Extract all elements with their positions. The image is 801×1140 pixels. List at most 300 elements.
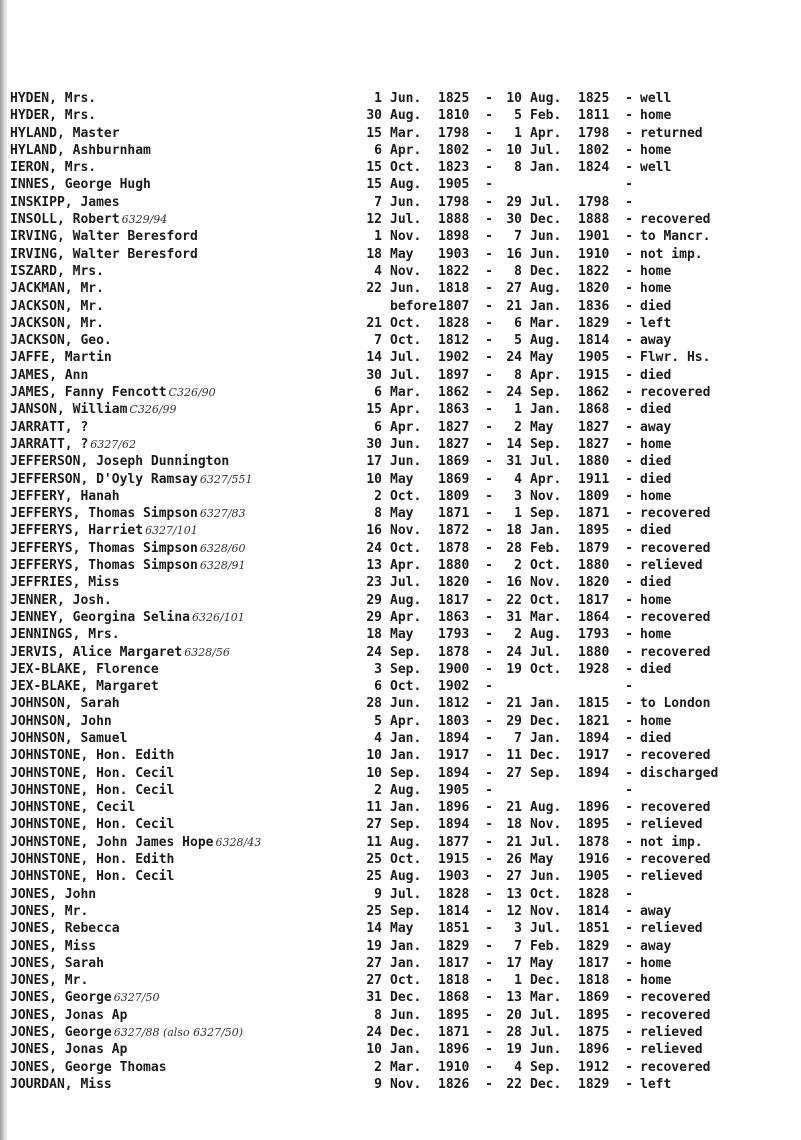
admission-month: Jun. [390, 91, 422, 106]
range-dash: - [485, 558, 493, 574]
patient-name [10, 609, 360, 626]
admission-day: 18 [366, 627, 382, 643]
admission-day: 28 [366, 696, 382, 712]
discharge-day: 19 [506, 661, 522, 677]
register-row [10, 765, 795, 782]
admission-month: Jan. [390, 955, 422, 971]
admission-year: 1871 [438, 506, 470, 522]
discharge-year: 1824 [578, 160, 610, 176]
discharge-day: 1 [514, 125, 522, 141]
discharge-year: 1825 [578, 91, 610, 106]
outcome-dash: - [625, 471, 633, 487]
discharge-day: 22 [506, 1076, 522, 1092]
patient-name [10, 280, 360, 297]
range-dash: - [485, 661, 493, 677]
patient-name [10, 678, 360, 695]
register-row [10, 799, 795, 816]
register-row [10, 886, 795, 903]
outcome: home [640, 713, 672, 729]
discharge-day: 22 [506, 592, 522, 608]
range-dash: - [485, 177, 493, 193]
discharge-month: Aug. [530, 627, 562, 643]
discharge-month: May [530, 852, 554, 868]
discharge-day: 29 [506, 713, 522, 729]
discharge-month: Dec. [530, 1076, 562, 1092]
register-row [10, 159, 795, 176]
range-dash: - [485, 696, 493, 712]
outcome-dash: - [625, 350, 633, 366]
outcome-dash: - [625, 696, 633, 712]
range-dash: - [485, 419, 493, 435]
discharge-month: Dec. [530, 263, 562, 279]
outcome-dash: - [625, 1025, 633, 1041]
patient-name-text: HYDEN, Mrs. [10, 91, 97, 106]
admission-year: 1829 [438, 938, 470, 954]
outcome: to Mancr. [640, 229, 711, 245]
admission-year: 1868 [438, 990, 470, 1006]
outcome: relieved [640, 1025, 703, 1041]
admission-day: 10 [366, 748, 382, 764]
register-row [10, 453, 795, 470]
outcome: died [640, 730, 672, 746]
discharge-month: Jan. [530, 298, 562, 314]
outcome-dash: - [625, 385, 633, 401]
register-row [10, 1076, 795, 1093]
handwritten-reference-note: 6327/88 (also 6327/50) [113, 1026, 244, 1040]
admission-month: Nov. [390, 1076, 422, 1092]
register-row [10, 367, 795, 384]
register-row [10, 540, 795, 557]
register-row [10, 401, 795, 418]
admission-month: Sep. [390, 765, 422, 781]
discharge-month: Nov. [530, 817, 562, 833]
outcome-dash: - [625, 973, 633, 989]
range-dash: - [485, 402, 493, 418]
admission-day: 23 [366, 575, 382, 591]
discharge-year: 1868 [578, 402, 610, 418]
discharge-year: 1851 [578, 921, 610, 937]
admission-day: 10 [366, 765, 382, 781]
range-dash: - [485, 1042, 493, 1058]
range-dash: - [485, 454, 493, 470]
outcome-dash: - [625, 800, 633, 816]
discharge-day: 8 [514, 367, 522, 383]
admission-month: Apr. [390, 609, 422, 625]
outcome: died [640, 661, 672, 677]
outcome-dash: - [625, 679, 633, 695]
register-row [10, 626, 795, 643]
discharge-day: 21 [506, 834, 522, 850]
discharge-day: 1 [514, 402, 522, 418]
register-row [10, 211, 795, 228]
patient-name [10, 367, 360, 384]
discharge-day: 10 [506, 91, 522, 106]
register-row [10, 315, 795, 332]
admission-month: Oct. [390, 333, 422, 349]
patient-name [10, 125, 360, 142]
discharge-month: Feb. [530, 938, 562, 954]
outcome-dash: - [625, 609, 633, 625]
admission-month: Aug. [390, 592, 422, 608]
discharge-day: 28 [506, 540, 522, 556]
admission-year: 1896 [438, 1042, 470, 1058]
outcome: recovered [640, 644, 711, 660]
admission-month: Oct. [390, 679, 422, 695]
discharge-month: Oct. [530, 558, 562, 574]
discharge-month: Dec. [530, 748, 562, 764]
admission-day: 15 [366, 177, 382, 193]
outcome: recovered [640, 852, 711, 868]
handwritten-reference-note: 6327/101 [145, 524, 198, 538]
patient-name-text: JEFFERYS, Thomas Simpson [10, 558, 198, 574]
admission-day: 19 [366, 938, 382, 954]
outcome-dash: - [625, 1007, 633, 1023]
discharge-year: 1798 [578, 194, 610, 210]
admission-month: Jun. [390, 281, 422, 297]
admission-month: Mar. [390, 385, 422, 401]
admission-year: 1820 [438, 575, 470, 591]
admission-year: 1878 [438, 644, 470, 660]
register-row [10, 920, 795, 937]
patient-name [10, 989, 360, 1006]
discharge-year: 1896 [578, 1042, 610, 1058]
discharge-year: 1869 [578, 990, 610, 1006]
range-dash: - [485, 869, 493, 885]
outcome-dash: - [625, 91, 633, 106]
discharge-day: 21 [506, 696, 522, 712]
patient-name-text: JAFFE, Martin [10, 350, 112, 366]
outcome-dash: - [625, 886, 633, 902]
discharge-month: Nov. [530, 488, 562, 504]
discharge-day: 7 [514, 938, 522, 954]
discharge-year: 1917 [578, 748, 610, 764]
register-row [10, 938, 795, 955]
outcome-dash: - [625, 315, 633, 331]
admission-year: 1905 [438, 177, 470, 193]
patient-name-text: INSKIPP, James [10, 194, 120, 210]
discharge-day: 17 [506, 955, 522, 971]
discharge-day: 21 [506, 298, 522, 314]
register-row [10, 142, 795, 159]
discharge-year: 1811 [578, 108, 610, 124]
range-dash: - [485, 436, 493, 452]
discharge-year: 1815 [578, 696, 610, 712]
register-row [10, 592, 795, 609]
discharge-month: Jul. [530, 644, 562, 660]
register-row [10, 972, 795, 989]
outcome: Flwr. Hs. [640, 350, 711, 366]
outcome-dash: - [625, 488, 633, 504]
admission-month: Aug. [390, 177, 422, 193]
patient-name [10, 834, 360, 851]
discharge-month: Jun. [530, 869, 562, 885]
discharge-month: Jan. [530, 730, 562, 746]
outcome: recovered [640, 800, 711, 816]
patient-name-text: JAMES, Fanny Fencott [10, 385, 167, 401]
outcome-dash: - [625, 558, 633, 574]
outcome-dash: - [625, 246, 633, 262]
discharge-year: 1871 [578, 506, 610, 522]
discharge-day: 24 [506, 644, 522, 660]
discharge-year: 1798 [578, 125, 610, 141]
discharge-year: 1829 [578, 1076, 610, 1092]
admission-year: 1917 [438, 748, 470, 764]
patient-name [10, 886, 360, 903]
admission-day: 6 [374, 142, 382, 158]
admission-day: 5 [374, 713, 382, 729]
outcome-dash: - [625, 955, 633, 971]
outcome: recovered [640, 990, 711, 1006]
outcome: home [640, 973, 672, 989]
outcome: home [640, 108, 672, 124]
register-row [10, 747, 795, 764]
admission-day: 2 [374, 1059, 382, 1075]
register-row [10, 1059, 795, 1076]
discharge-month: Jul. [530, 194, 562, 210]
range-dash: - [485, 1076, 493, 1092]
discharge-year: 1895 [578, 1007, 610, 1023]
patient-name [10, 661, 360, 678]
outcome-dash: - [625, 281, 633, 297]
register-row [10, 1041, 795, 1058]
register-row [10, 436, 795, 453]
patient-name-text: JONES, Miss [10, 938, 97, 954]
handwritten-reference-note: C326/90 [168, 386, 216, 400]
admission-day: 31 [366, 990, 382, 1006]
patient-name-text: JERVIS, Alice Margaret [10, 644, 183, 660]
admission-month: Aug. [390, 834, 422, 850]
admission-month: Jul. [390, 575, 422, 591]
patient-name [10, 332, 360, 349]
patient-name [10, 90, 360, 107]
discharge-month: Sep. [530, 385, 562, 401]
admission-year: 1888 [438, 212, 470, 228]
handwritten-reference-note: 6328/60 [199, 541, 246, 555]
admission-day: 12 [366, 212, 382, 228]
discharge-day: 3 [514, 488, 522, 504]
register-row [10, 868, 795, 885]
outcome-dash: - [625, 212, 633, 228]
outcome: died [640, 298, 672, 314]
discharge-day: 31 [506, 609, 522, 625]
admission-day: 4 [374, 263, 382, 279]
outcome-dash: - [625, 125, 633, 141]
discharge-year: 1880 [578, 454, 610, 470]
outcome: died [640, 471, 672, 487]
handwritten-reference-note: 6327/62 [90, 437, 136, 451]
patient-name [10, 695, 360, 712]
outcome-dash: - [625, 661, 633, 677]
admission-month: Jul. [390, 350, 422, 366]
discharge-month: Oct. [530, 592, 562, 608]
discharge-year: 1928 [578, 661, 610, 677]
range-dash: - [485, 160, 493, 176]
outcome-dash: - [625, 229, 633, 245]
patient-name-text: INSOLL, Robert [10, 212, 120, 228]
discharge-year: 1814 [578, 333, 610, 349]
admission-year: 1828 [438, 315, 470, 331]
patient-name [10, 1041, 360, 1058]
discharge-day: 28 [506, 1025, 522, 1041]
patient-name [10, 315, 360, 332]
patient-name-text: JEFFERYS, Thomas Simpson [10, 506, 198, 522]
outcome: recovered [640, 540, 711, 556]
discharge-month: Jul. [530, 1025, 562, 1041]
admission-day: 29 [366, 609, 382, 625]
discharge-day: 21 [506, 800, 522, 816]
admission-day: 6 [374, 385, 382, 401]
register-row [10, 1024, 795, 1041]
discharge-day: 6 [514, 315, 522, 331]
outcome: relieved [640, 558, 703, 574]
discharge-year: 1862 [578, 385, 610, 401]
patient-name-text: JEFFERSON, D'Oyly Ramsay [10, 471, 198, 487]
admission-day: 15 [366, 402, 382, 418]
discharge-month: Aug. [530, 91, 562, 106]
patient-name-text: ISZARD, Mrs. [10, 263, 104, 279]
admission-year: 1793 [438, 627, 470, 643]
patient-name [10, 851, 360, 868]
admission-year: 1895 [438, 1007, 470, 1023]
admission-month: Jan. [390, 938, 422, 954]
register-row [10, 782, 795, 799]
discharge-year: 1809 [578, 488, 610, 504]
admission-month: Oct. [390, 160, 422, 176]
range-dash: - [485, 817, 493, 833]
discharge-year: 1894 [578, 765, 610, 781]
admission-day: 22 [366, 281, 382, 297]
admission-year: 1903 [438, 869, 470, 885]
range-dash: - [485, 903, 493, 919]
admission-day: 9 [374, 886, 382, 902]
admission-month: Jul. [390, 886, 422, 902]
admission-day: 2 [374, 488, 382, 504]
outcome: home [640, 592, 672, 608]
patient-name-text: JACKSON, Geo. [10, 333, 112, 349]
outcome-dash: - [625, 1042, 633, 1058]
patient-name [10, 505, 360, 522]
outcome-dash: - [625, 990, 633, 1006]
outcome-dash: - [625, 142, 633, 158]
register-row [10, 280, 795, 297]
admission-year: 1897 [438, 367, 470, 383]
admission-year: 1903 [438, 246, 470, 262]
register-row [10, 609, 795, 626]
admission-month: Apr. [390, 558, 422, 574]
discharge-month: Dec. [530, 713, 562, 729]
admission-month: Oct. [390, 973, 422, 989]
discharge-year: 1895 [578, 817, 610, 833]
discharge-year: 1822 [578, 263, 610, 279]
patient-name [10, 713, 360, 730]
register-row [10, 332, 795, 349]
admission-year: 1810 [438, 108, 470, 124]
discharge-year: 1829 [578, 315, 610, 331]
patient-name [10, 298, 360, 315]
discharge-month: Aug. [530, 800, 562, 816]
outcome: relieved [640, 869, 703, 885]
admission-month: Oct. [390, 315, 422, 331]
patient-name [10, 730, 360, 747]
discharge-day: 3 [514, 921, 522, 937]
admission-day: 3 [374, 661, 382, 677]
patient-name [10, 419, 360, 436]
admission-day: 8 [374, 1007, 382, 1023]
admission-day: 6 [374, 679, 382, 695]
range-dash: - [485, 125, 493, 141]
discharge-year: 1879 [578, 540, 610, 556]
patient-name [10, 246, 360, 263]
discharge-year: 1828 [578, 886, 610, 902]
discharge-day: 29 [506, 194, 522, 210]
admission-month: Apr. [390, 402, 422, 418]
patient-name [10, 176, 360, 193]
range-dash: - [485, 852, 493, 868]
discharge-month: Mar. [530, 609, 562, 625]
range-dash: - [485, 609, 493, 625]
discharge-day: 7 [514, 730, 522, 746]
admission-year: 1905 [438, 782, 470, 798]
discharge-year: 1836 [578, 298, 610, 314]
admission-year: 1880 [438, 558, 470, 574]
discharge-month: Jun. [530, 246, 562, 262]
outcome: away [640, 903, 672, 919]
outcome: recovered [640, 748, 711, 764]
range-dash: - [485, 108, 493, 124]
range-dash: - [485, 1059, 493, 1075]
range-dash: - [485, 592, 493, 608]
discharge-month: Sep. [530, 1059, 562, 1075]
patient-name-text: JARRATT, ? [10, 419, 89, 435]
admission-month: Sep. [390, 903, 422, 919]
register-row [10, 903, 795, 920]
discharge-month: Aug. [530, 333, 562, 349]
admission-month: Aug. [390, 782, 422, 798]
admission-month: before [390, 298, 437, 314]
outcome-dash: - [625, 938, 633, 954]
admission-day: 27 [366, 973, 382, 989]
discharge-day: 30 [506, 212, 522, 228]
outcome: home [640, 955, 672, 971]
range-dash: - [485, 471, 493, 487]
outcome-dash: - [625, 367, 633, 383]
patient-name [10, 868, 360, 885]
patient-name [10, 1076, 360, 1093]
discharge-year: 1878 [578, 834, 610, 850]
outcome-dash: - [625, 592, 633, 608]
admission-day: 11 [366, 834, 382, 850]
patient-name [10, 384, 360, 401]
admission-day: 15 [366, 125, 382, 141]
discharge-day: 8 [514, 263, 522, 279]
admission-day: 24 [366, 644, 382, 660]
admission-month: Apr. [390, 713, 422, 729]
patient-name [10, 972, 360, 989]
discharge-month: Jun. [530, 1042, 562, 1058]
range-dash: - [485, 748, 493, 764]
admission-day: 7 [374, 194, 382, 210]
discharge-month: Jul. [530, 1007, 562, 1023]
register-row [10, 661, 795, 678]
register-row [10, 349, 795, 366]
patient-name-text: JONES, Jonas Ap [10, 1042, 128, 1058]
discharge-year: 1905 [578, 869, 610, 885]
range-dash: - [485, 938, 493, 954]
outcome-dash: - [625, 402, 633, 418]
discharge-day: 20 [506, 1007, 522, 1023]
discharge-month: Sep. [530, 436, 562, 452]
range-dash: - [485, 194, 493, 210]
